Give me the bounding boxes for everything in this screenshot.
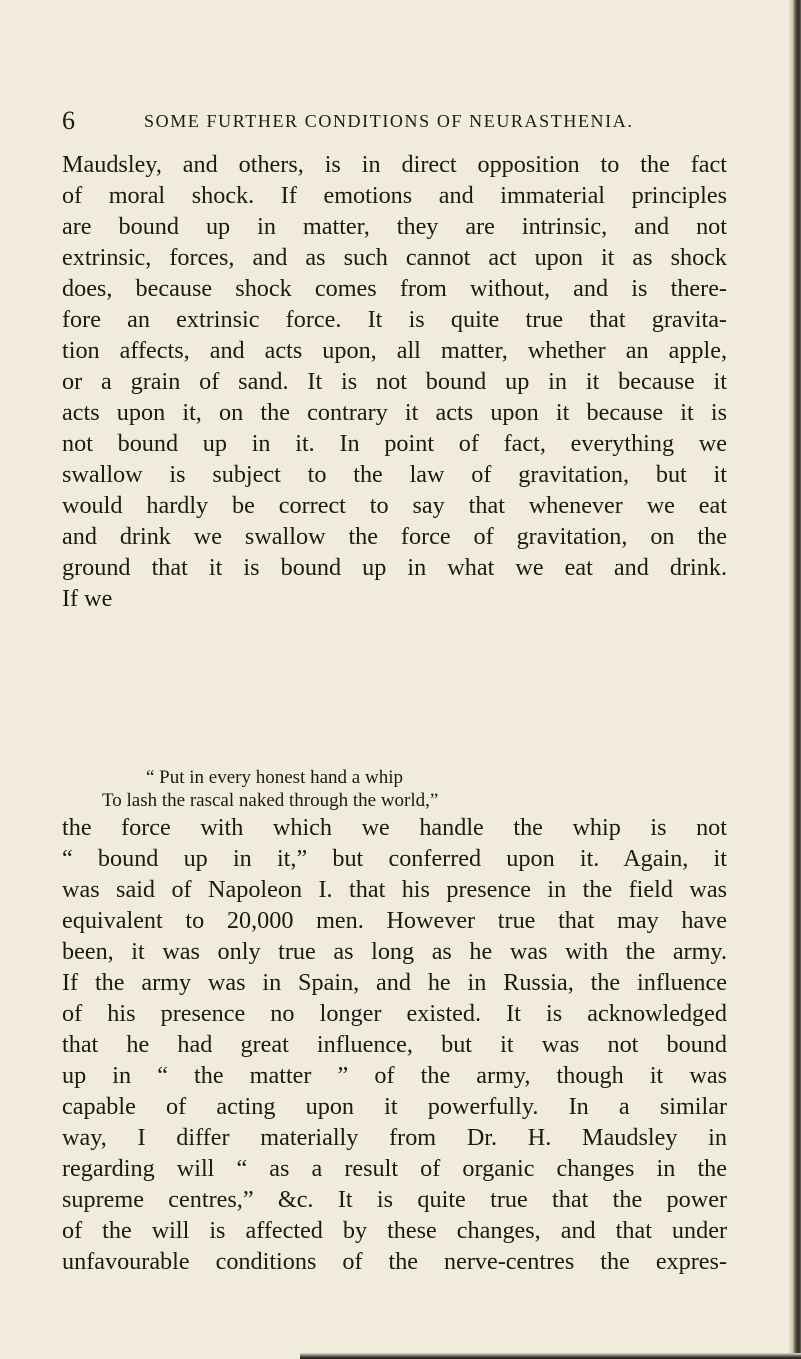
text-line: regarding will “ as a result of organic changes in the bbox=[62, 1155, 727, 1182]
text-line: way, I differ materially from Dr. H. Maudsley in bbox=[62, 1124, 727, 1151]
text-line: and drink we swallow the force of gravitation, on the bbox=[62, 523, 727, 550]
verse-quote bbox=[62, 766, 727, 812]
text-line: was said of Napoleon I. that his presence in the field was bbox=[62, 876, 727, 903]
text-line: up in “ the matter ” of the army, though it was bbox=[62, 1062, 727, 1089]
running-title: SOME FURTHER CONDITIONS OF NEURASTHENIA. bbox=[144, 111, 634, 131]
paragraph-2 bbox=[62, 812, 727, 1277]
text-line: of his presence no longer existed. It is acknowledged bbox=[62, 1000, 727, 1027]
text-line: “ bound up in it,” but conferred upon it. Again, it bbox=[62, 845, 727, 872]
text-line: Maudsley, and others, is in direct opposition to the fact bbox=[62, 151, 727, 178]
text-line: supreme centres,” &c. It is quite true that the power bbox=[62, 1186, 727, 1213]
text-line: not bound up in it. In point of fact, everything we bbox=[62, 430, 727, 457]
text-line: If the army was in Spain, and he in Russia, the influence bbox=[62, 969, 727, 996]
text-line: been, it was only true as long as he was with the army. bbox=[62, 938, 727, 965]
text-line: fore an extrinsic force. It is quite true that gravita- bbox=[62, 306, 727, 333]
text-line: does, because shock comes from without, and is there- bbox=[62, 275, 727, 302]
text-line: extrinsic, forces, and as such cannot act upon it as shock bbox=[62, 244, 727, 271]
page-header bbox=[62, 103, 722, 139]
page-bottom-shadow bbox=[300, 1353, 801, 1359]
text-line: would hardly be correct to say that whenever we eat bbox=[62, 492, 727, 519]
text-line: unfavourable conditions of the nerve-centres the expres- bbox=[62, 1248, 727, 1275]
text-line: the force with which we handle the whip is not bbox=[62, 814, 727, 841]
text-line: that he had great influence, but it was not bound bbox=[62, 1031, 727, 1058]
text-line: equivalent to 20,000 men. However true that may have bbox=[62, 907, 727, 934]
text-line: tion affects, and acts upon, all matter, whether an apple, bbox=[62, 337, 727, 364]
text-line: are bound up in matter, they are intrinsic, and not bbox=[62, 213, 727, 240]
text-line: or a grain of sand. It is not bound up in it because it bbox=[62, 368, 727, 395]
text-line: of moral shock. If emotions and immaterial principles bbox=[62, 182, 727, 209]
text-line: ground that it is bound up in what we eat and drink. bbox=[62, 554, 727, 581]
text-line: capable of acting upon it powerfully. In a similar bbox=[62, 1093, 727, 1120]
page-number: 6 bbox=[62, 106, 75, 135]
quote-line: To lash the rascal naked through the world,” bbox=[102, 790, 439, 811]
quote-line: “ Put in every honest hand a whip bbox=[146, 767, 403, 788]
page-edge-shadow bbox=[789, 0, 801, 1359]
text-line: of the will is affected by these changes, and that under bbox=[62, 1217, 727, 1244]
text-line: If we bbox=[62, 585, 113, 612]
paragraph-1 bbox=[62, 149, 727, 614]
text-line: acts upon it, on the contrary it acts upon it because it is bbox=[62, 399, 727, 426]
text-line: swallow is subject to the law of gravitation, but it bbox=[62, 461, 727, 488]
